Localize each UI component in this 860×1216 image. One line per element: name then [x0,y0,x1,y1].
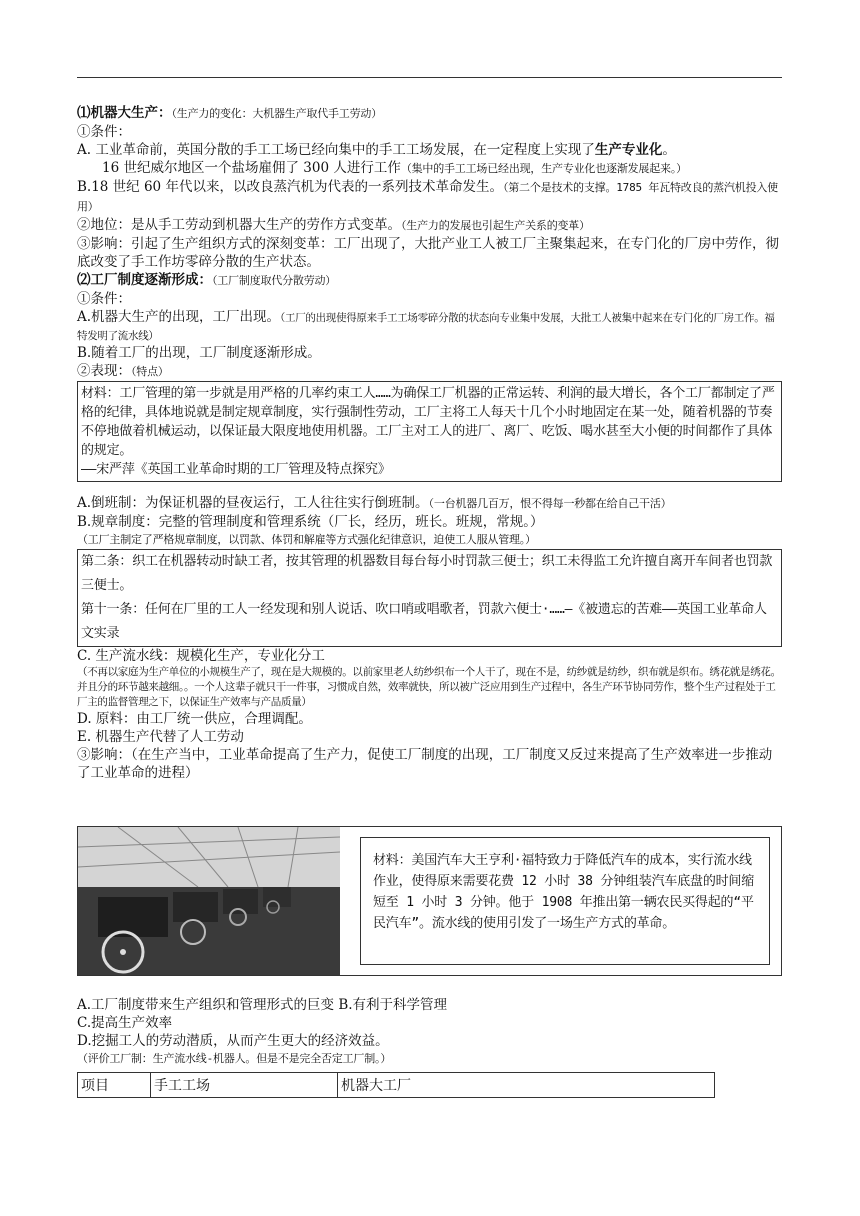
s1-a-end: 。 [662,142,676,158]
s2-a-note: （工厂的出现使得原来手工工场零碎分散的状态向专业集中发展，大批工人被集中起来在专门化的厂房工作。福特发明了流水线） [77,312,775,342]
s1-impact: ③影响：引起了生产组织方式的深刻变革：工厂出现了，大批产业工人被工厂主聚集起来，在专门化的厂房中劳作，彻底改变了手工作坊零碎分散的生产状态。 [77,236,779,270]
table-header-cell: 手工工场 [151,1073,338,1098]
s2-pa-note: （一台机器几百万，恨不得每一秒都在给自己干活） [428,497,672,510]
header-rule [77,77,782,78]
assembly-line-illustration [78,827,340,975]
s2-perf-d: D. 原料：由工厂统一供应，合理调配。 [77,711,312,727]
s1-b-note: （第二个是技术的支撑。1785 年瓦特改良的蒸汽机投入使用） [77,181,778,213]
material1-text: 材料：工厂管理的第一步就是用严格的几率约束工人……为确保工厂机器的正常运转、利润的最大增长，各个工厂都制定了严格的纪律，具体地说就是制定规章制度，实行强制性劳动，工厂主将工人每天十几个小时地固定在某一处，随着机器的节奏不停地做着机械运动，以保证最大限度地使用机器。工厂主对工人的进厂、离厂、吃饭、喝水甚至大小便的时间都作了具体的规定。 [81,386,775,458]
s2-perf-c: C. 生产流水线：规模化生产，专业化分工 [77,648,325,664]
s2-pa-text: A.倒班制：为保证机器的昼夜运行，工人往往实行倒班制。 [77,495,429,511]
comparison-table [77,1072,715,1098]
s2-perf-b: B.规章制度：完整的管理制度和管理系统（厂长，经历，班长。班规，常规。） [77,514,544,530]
s2-impact: ③影响：（在生产当中，工业革命提高了生产力，促使工厂制度的出现，工厂制度又反过来提高了生产效率进一步推动了工业革命的进程） [77,747,773,781]
material2-article2: 第二条：织工在机器转动时缺工者，按其管理的机器数目每台每小时罚款三便士；织工未得监工允许擅自离开车间者也罚款三便士。 [81,554,773,593]
section1-title-note: （生产力的变化：大机器生产取代手工劳动） [171,107,382,120]
s2-condition-a [77,308,782,344]
option-d: D.挖掘工人的劳动潜质，从而产生更大的经济效益。 [77,1033,389,1049]
figure-caption: 材料：美国汽车大王亨利·福特致力于降低汽车的成本，实行流水线作业，使得原来需要花费 12 小时 38 分钟组装汽车底盘的时间缩短至 1 小时 3 分钟。他于 1908 年推出第一辆农民买得起的“平民汽车”。流水线的使用引发了一场生产方式的革命。 [360,837,770,965]
s2-perf-a [77,494,782,513]
option-a-b: A.工厂制度带来生产组织和管理形式的巨变 B.有利于科学管理 [77,997,448,1013]
options-note: （评价工厂制：生产流水线-机器人。但是不是完全否定工厂制。） [77,1052,392,1065]
s1-example-text: 16 世纪威尔地区一个盐场雇佣了 300 人进行工作 [102,160,401,176]
table-header-cell: 机器大工厂 [338,1073,715,1098]
material2-article11: 第十一条：任何在厂里的工人一经发现和别人说话、吹口哨或唱歌者，罚款六便士·……—《被遗忘的苦难——英国工业革命人文实录 [81,602,767,641]
s1-status [77,216,782,235]
s1-condition-a [77,141,782,159]
s2-perf-label: ②表现： [77,363,131,379]
ford-figure [77,826,782,976]
section2-title: ⑵工厂制度逐渐形成： [77,272,212,288]
s2-pb-note: （工厂主制定了严格规章制度，以罚款、体罚和解雇等方式强化纪律意识，迫使工人服从管理。） [77,533,536,546]
s2-pc-note: （不再以家庭为生产单位的小规模生产了，现在是大规模的。以前家里老人纺纱织布一个人干了，现在不是，纺纱就是纺纱，织布就是织布。绣花就是绣花。并且分的环节越来越细。。一个人这辈子就只干一件事，习惯成自然，效率就快，所以被广泛应用到生产过程中，各生产环节协同劳作，整个生产过程处于工厂主的监督管理之下，以保证生产效率与产品质量） [77,666,781,708]
table-header-row [78,1073,715,1098]
s1-a-bold: 生产专业化 [594,142,663,158]
material-box-2 [77,549,782,647]
document-body [77,104,782,782]
s1-condition-b [77,178,782,216]
s2-a-text: A.机器大生产的出现，工厂出现。 [77,309,281,325]
s1-b-text: B.18 世纪 60 年代以来，以改良蒸汽机为代表的一系列技术革命发生。 [77,179,503,195]
table-header-cell: 项目 [78,1073,151,1098]
s2-perf-e: E. 机器生产代替了人工劳动 [77,729,244,745]
s2-condition-b: B.随着工厂的出现，工厂制度逐渐形成。 [77,345,321,361]
section2-heading [77,271,782,290]
s2-perf-note: （特点） [131,365,169,378]
s1-a-text: A. 工业革命前，英国分散的手工工场已经向集中的手工工场发展，在一定程度上实现了 [77,142,595,158]
material-box-1 [77,381,782,482]
s1-example-note: （集中的手工工场已经出现，生产专业化也逐渐发展起来。） [400,162,687,175]
section1-heading [77,104,782,123]
option-c: C.提高生产效率 [77,1015,173,1031]
s1-condition-label: ①条件： [77,124,131,140]
assembly-line-photo [78,827,340,975]
section1-title: ⑴机器大生产： [77,105,172,121]
s1-status-note: （生产力的发展也引起生产关系的变革） [401,219,590,232]
s2-performance [77,362,782,381]
s2-condition-label: ①条件： [77,291,131,307]
s1-status-text: ②地位：是从手工劳动到机器大生产的劳作方式变革。 [77,217,401,233]
s1-example [77,159,782,178]
evaluation-options [77,996,782,1068]
material1-source: ——宋严萍《英国工业革命时期的工厂管理及特点探究》 [81,462,391,477]
section2-title-note: （工厂制度取代分散劳动） [212,274,337,287]
